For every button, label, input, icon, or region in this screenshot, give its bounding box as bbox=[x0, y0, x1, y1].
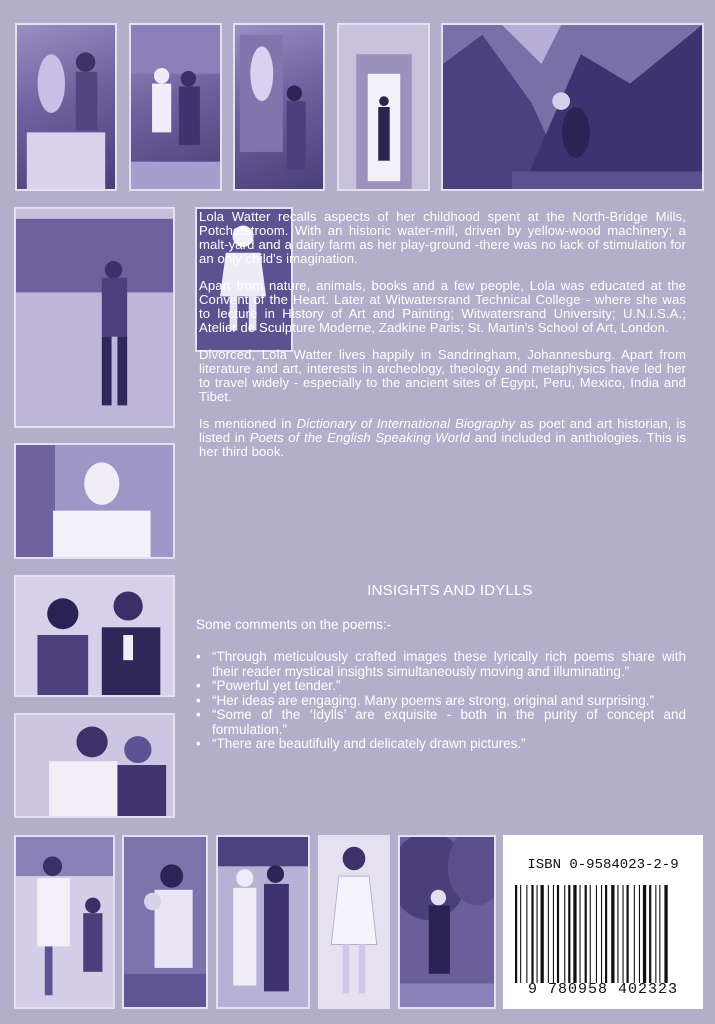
biography-paragraph-recognition bbox=[199, 417, 686, 459]
review-quote-text: “Some of the ‘Idylls’ are exquisite - both in the purity of concept and formulation.” bbox=[212, 707, 686, 737]
photo-couple-standing bbox=[216, 835, 310, 1009]
barcode-bar bbox=[596, 885, 597, 983]
review-quote-text: “Her ideas are engaging. Many poems are strong, original and surprising.” bbox=[212, 692, 654, 708]
bullet-icon: • bbox=[196, 707, 201, 722]
review-quote bbox=[196, 679, 686, 694]
recognition-text-1: Is mentioned in bbox=[199, 416, 297, 431]
barcode-bar bbox=[643, 885, 646, 983]
barcode-bar bbox=[639, 885, 640, 983]
barcode-bar bbox=[634, 885, 635, 983]
photo-woman-under-trees bbox=[398, 835, 496, 1009]
barcode-bar bbox=[537, 885, 538, 983]
photo-doorway-figure bbox=[337, 23, 430, 191]
barcode-bar bbox=[655, 885, 656, 983]
barcode-bar bbox=[611, 885, 614, 983]
bullet-icon: • bbox=[196, 736, 201, 751]
barcode-bar bbox=[617, 885, 618, 983]
isbn-label: ISBN 0-9584023-2-9 bbox=[527, 857, 679, 873]
review-quote-text: “There are beautifully and delicately drawn pictures.” bbox=[212, 736, 526, 751]
photo-woman-walking-by-wall bbox=[14, 207, 175, 428]
bullet-icon: • bbox=[196, 649, 201, 664]
barcode-bar bbox=[573, 885, 576, 983]
book-title-poets: Poets of the English Speaking World bbox=[249, 430, 470, 445]
review-quote bbox=[196, 694, 686, 709]
photo-woman-and-boy bbox=[14, 835, 115, 1009]
barcode-bar bbox=[580, 885, 581, 983]
review-quote bbox=[196, 737, 686, 752]
barcode-bar bbox=[649, 885, 651, 983]
review-quote-text: “Through meticulously crafted images these lyrically rich poems share with their reader mystical insights simultaneously moving and illuminating.” bbox=[212, 649, 686, 679]
barcode-bar bbox=[564, 885, 565, 983]
review-quotes-list bbox=[196, 650, 686, 752]
barcode-bar bbox=[659, 885, 660, 983]
barcode-bar bbox=[623, 885, 624, 983]
biography-paragraph-travel: Divorced, Lola Watter lives happily in Sandringham, Johannesburg. Apart from literature and art, interests in archeology, theology and metaphysics have led her to travel widely - especially to the ancient sites of Egypt, Peru, Mexico, India and Tibet. bbox=[199, 347, 686, 404]
biography-paragraph-education: Apart from nature, animals, books and a few people, Lola was educated at the Convent of the Heart. Later at Witwatersrand Technical College - where she was to lecture in History of Art and Painting; Witwatersrand University; U.N.I.S.A.; Atelier de Sculpture Moderne, Zadkine Paris; St. Martin's School of Art, London. bbox=[199, 278, 686, 335]
photo-woman-holding-child bbox=[122, 835, 208, 1009]
recognition-text-3: and included in anthologies. This is her third book. bbox=[199, 430, 686, 459]
review-quote bbox=[196, 708, 686, 737]
barcode-bar bbox=[557, 885, 559, 983]
photo-women-with-painting bbox=[233, 23, 325, 191]
book-title-heading: INSIGHTS AND IDYLLS bbox=[367, 582, 533, 599]
isbn-barcode bbox=[503, 835, 703, 1009]
barcode-bar bbox=[664, 885, 667, 983]
photo-woman-in-mountains bbox=[441, 23, 704, 191]
barcode-bar bbox=[520, 885, 521, 983]
barcode-bar bbox=[585, 885, 587, 983]
barcode-bar bbox=[568, 885, 570, 983]
recognition-text-2: as poet and art historian, is listed in bbox=[199, 416, 686, 445]
bullet-icon: • bbox=[196, 692, 201, 708]
photo-young-girl-dress bbox=[318, 835, 390, 1009]
barcode-bar bbox=[541, 885, 544, 983]
photo-two-women-walking bbox=[129, 23, 222, 191]
review-quote bbox=[196, 650, 686, 679]
barcode-bar bbox=[548, 885, 549, 983]
barcode-bars bbox=[515, 885, 691, 983]
barcode-bar bbox=[526, 885, 527, 983]
barcode-bar bbox=[531, 885, 533, 983]
barcode-bar bbox=[601, 885, 602, 983]
photo-bearded-man bbox=[14, 443, 175, 559]
author-biography bbox=[199, 210, 686, 472]
barcode-bar bbox=[553, 885, 554, 983]
comments-intro: Some comments on the poems:- bbox=[196, 617, 392, 632]
barcode-bar bbox=[590, 885, 591, 983]
photo-couple-portrait bbox=[14, 575, 175, 697]
barcode-bar bbox=[605, 885, 607, 983]
barcode-bar bbox=[515, 885, 517, 983]
biography-paragraph-childhood: Lola Watter recalls aspects of her childhood spent at the North-Bridge Mills, Potchefstroom. With an historic water-mill, driven by yellow-wood machinery; a malt-yard and a dairy farm as her play-ground -there was no lack of stimulation for an only child's imagination. bbox=[199, 209, 686, 266]
barcode-number: 9 780958 402323 bbox=[527, 981, 679, 998]
book-title-dictionary: Dictionary of International Biography bbox=[296, 416, 515, 431]
barcode-bar bbox=[627, 885, 629, 983]
photo-figures-with-statue bbox=[15, 23, 117, 191]
review-quote-text: “Powerful yet tender.” bbox=[212, 678, 341, 693]
bullet-icon: • bbox=[196, 678, 201, 693]
photo-two-women-smiling bbox=[14, 713, 175, 818]
